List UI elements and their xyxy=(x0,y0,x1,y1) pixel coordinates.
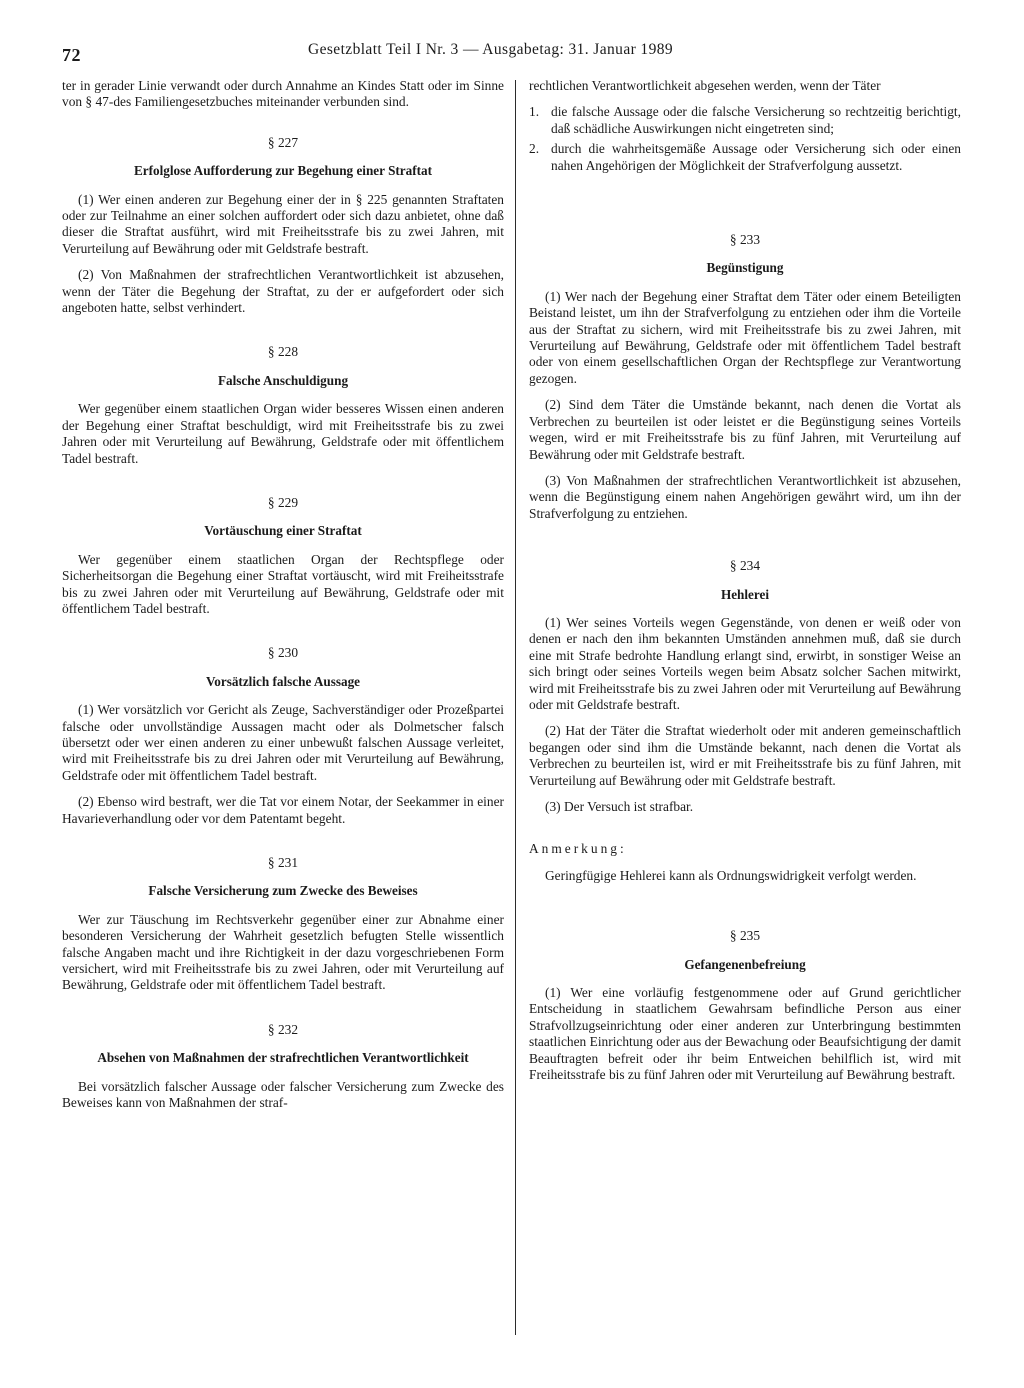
section-title: Falsche Anschuldigung xyxy=(217,372,349,388)
section-title: Absehen von Maßnahmen der strafrechtlichen Verantwortlichkeit xyxy=(97,1050,469,1066)
paragraph: Bei vorsätzlich falscher Aussage oder falscher Versicherung zum Zwecke des Beweises kann von Maßnahmen der straf- xyxy=(62,1078,504,1111)
page-number: 72 xyxy=(62,45,81,65)
enumerated-list xyxy=(529,104,961,174)
paragraph: (1) Wer eine vorläufig festgenommene oder auf Grund gerichtlicher Entscheidung in staatlichem Gewahrsam befindliche Person aus einer Strafvollzugseinrichtung oder einer anderen zur Unterbringung bestimmten staatlichen Einrichtung oder aus der Bewachung oder Beaufsichtigung der damit Beauftragten befreit oder ihr beim Entweichen behilflich ist, wird mit Freiheitsstrafe bis zu fünf Jahren oder mit Verurteilung auf Bewährung bestraft. xyxy=(529,985,961,1083)
section-title: Begünstigung xyxy=(706,260,784,276)
note-label: Anmerkung: xyxy=(529,841,627,857)
section-title: Gefangenenbefreiung xyxy=(684,956,806,972)
list-item-number: 1. xyxy=(529,104,540,120)
section-number: § 234 xyxy=(729,558,761,574)
paragraph: (1) Wer vorsätzlich vor Gericht als Zeuge, Sachverständiger oder Prozeßpartei falsche oder unvollständige Aussagen macht oder als Dolmetscher falsch übersetzt oder wer einen anderen zu einer unbewußt falschen Aussage verleitet, wird mit Freiheitsstrafe bis zu drei Jahren oder mit Verurteilung auf Bewährung, Geldstrafe oder mit öffentlichem Tadel bestraft. xyxy=(62,702,504,783)
note-text: Geringfügige Hehlerei kann als Ordnungswidrigkeit verfolgt werden. xyxy=(545,867,917,883)
list-item xyxy=(529,104,961,137)
section-number: § 231 xyxy=(267,855,299,870)
section-title: Vorsätzlich falsche Aussage xyxy=(205,673,361,689)
section-title: Falsche Versicherung zum Zwecke des Beweises xyxy=(148,883,418,899)
paragraph: (2) Sind dem Täter die Umstände bekannt, nach denen die Vortat als Verbrechen zu beurteilen ist oder leistet er die Begünstigung seines Vorteils wegen, wird er mit Freiheitsstrafe bis zu fünf Jahren, mit Verurteilung auf Bewährung oder mit Geldstrafe bestraft. xyxy=(529,397,961,462)
paragraph: (1) Wer einen anderen zur Begehung einer der in § 225 genannten Straftaten oder zur Teilnahme an einer solchen auffordert oder sich dazu anbietet, ohne daß dieser die Straftat ausführt, wird mit Freiheitsstrafe bis zu zwei Jahren, mit Verurteilung auf Bewährung oder mit Geldstrafe bestraft. xyxy=(62,191,504,256)
list-item-text: die falsche Aussage oder die falsche Versicherung so rechtzeitig berichtigt, daß schädliche Auswirkungen nicht eingetreten sind; xyxy=(551,104,961,136)
list-item-text: durch die wahrheitsgemäße Aussage oder Versicherung sich oder einen nahen Angehörigen der Möglichkeit der Strafverfolgung aussetzt. xyxy=(551,141,961,173)
section-number: § 228 xyxy=(267,344,299,360)
running-head: Gesetzblatt Teil I Nr. 3 — Ausgabetag: 31. Januar 1989 xyxy=(308,41,674,58)
left-column xyxy=(62,78,504,1111)
section-number: § 232 xyxy=(267,1021,299,1037)
right-column xyxy=(529,78,961,1083)
section-number: § 233 xyxy=(729,232,761,248)
section-title: Vortäuschung einer Straftat xyxy=(204,523,362,539)
paragraph: Wer zur Täuschung im Rechtsverkehr gegenüber einer zur Abnahme einer besonderen Versicherung der Wahrheit gesetzlich befugten Stelle wissentlich falsche Angaben macht und ihre Richtigkeit in der dazu vorgeschriebenen Form versichert, wird mit Freiheitsstrafe bis zu zwei Jahren, oder mit Verurteilung auf Bewährung, Geldstrafe oder mit öffentlichem Tadel bestraft. xyxy=(62,911,504,993)
list-item-number: 2. xyxy=(529,141,540,157)
paragraph: (2) Von Maßnahmen der strafrechtlichen Verantwortlichkeit ist abzusehen, wenn der Täter die Begehung der Straftat, zu der er aufgefordert oder sich angeboten hatte, selbst verhindert. xyxy=(62,267,504,316)
list-item xyxy=(529,141,961,174)
section-title: Hehlerei xyxy=(720,586,770,602)
paragraph: Wer gegenüber einem staatlichen Organ der Rechtspflege oder Sicherheitsorgan die Begehung einer Straftat vortäuscht, wird mit Freiheitsstrafe bis zu zwei Jahren oder mit Verurteilung auf Bewährung, Geldstrafe oder mit öffentlichem Tadel bestraft. xyxy=(62,551,504,616)
section-number: § 227 xyxy=(267,134,299,150)
section-title: Erfolglose Aufforderung zur Begehung einer Straftat xyxy=(133,163,433,179)
paragraph: (3) Von Maßnahmen der strafrechtlichen Verantwortlichkeit ist abzusehen, wenn die Begünstigung einem nahen Angehörigen gewährt wird, um ihn der Strafverfolgung zu entziehen. xyxy=(529,472,961,521)
paragraph: (2) Ebenso wird bestraft, wer die Tat vor einem Notar, der Seekammer in einer Havarieverhandlung oder vor dem Patentamt begeht. xyxy=(62,794,504,826)
column-divider xyxy=(515,80,516,1335)
section-number: § 230 xyxy=(267,645,299,661)
continued-text: ter in gerader Linie verwandt oder durch Annahme an Kindes Statt oder im Sinne von § 47-des Familiengesetzbuches miteinander verbunden sind. xyxy=(62,78,504,110)
paragraph: (3) Der Versuch ist strafbar. xyxy=(545,799,694,814)
paragraph: Wer gegenüber einem staatlichen Organ wider besseres Wissen einen anderen der Begehung einer Straftat beschuldigt, wird mit Freiheitsstrafe bis zu zwei Jahren oder mit Verurteilung auf Bewährung, Geldstrafe oder mit öffentlichem Tadel bestraft. xyxy=(62,401,504,466)
paragraph: (2) Hat der Täter die Straftat wiederholt oder mit anderen gemeinschaftlich begangen oder sind ihm die Umstände bekannt, nach denen die Vortat als Verbrechen zu beurteilen ist, wird er mit Freiheitsstrafe bis zu fünf Jahren, mit Verurteilung auf Bewährung oder mit Geldstrafe bestraft. xyxy=(529,723,961,788)
paragraph: (1) Wer seines Vorteils wegen Gegenstände, von denen er weiß oder von denen er nach den ihm bekannten Umständen annehmen muß, daß sie durch eine mit Strafe bedrohte Handlung erlangt sind, erwirbt, in sonstiger Weise an sich bringt oder seines Vorteils wegen beim Absatz solcher Sachen mitwirkt, wird mit Freiheitsstrafe bis zu zwei Jahren oder mit Verurteilung auf Bewährung oder mit Geldstrafe bestraft. xyxy=(529,614,961,712)
section-number: § 229 xyxy=(267,494,299,510)
continued-text: rechtlichen Verantwortlichkeit abgesehen werden, wenn der Täter xyxy=(529,78,881,93)
paragraph: (1) Wer nach der Begehung einer Straftat dem Täter oder einem Beteiligten Beistand leistet, um ihn der Strafverfolgung zu entziehen oder ihm die Vorteile aus der Straftat zu sichern, wird mit Freiheitsstrafe bis zu zwei Jahren, mit Verurteilung auf Bewährung, Geldstrafe oder mit öffentlichem Tadel bestraft oder von einem gesellschaftlichen Organ der Rechtspflege zur Verantwortung gezogen. xyxy=(529,288,961,386)
section-number: § 235 xyxy=(729,928,761,944)
